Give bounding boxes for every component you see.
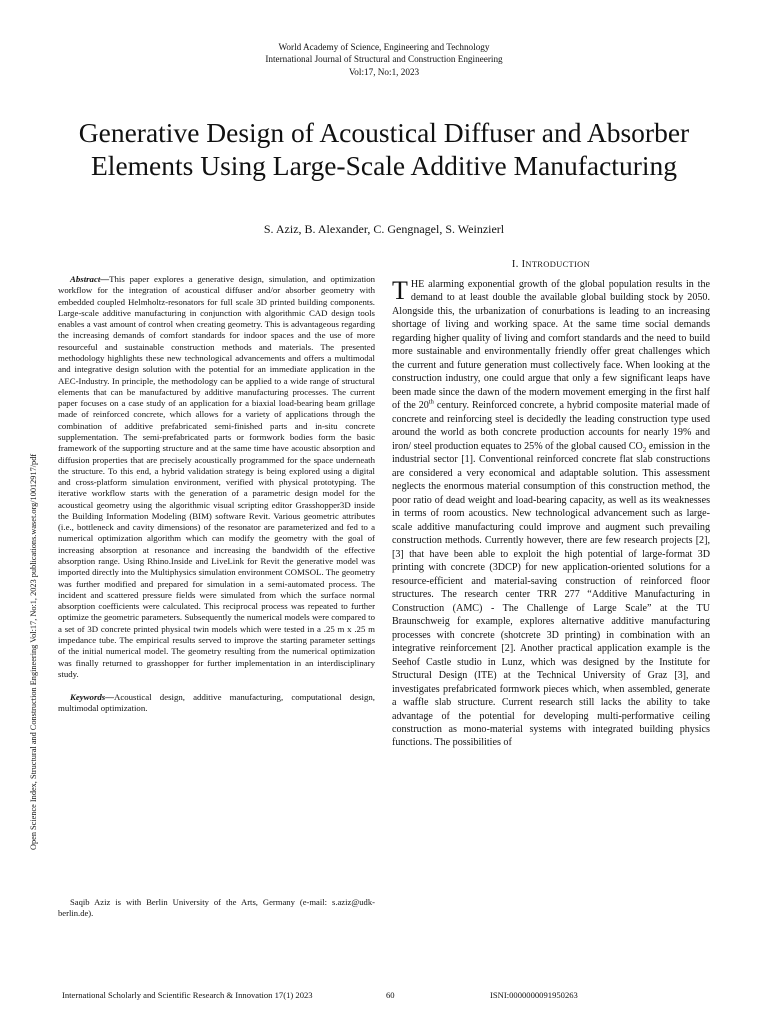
section-numeral: I. I — [511, 259, 526, 270]
footer-isni: ISNI:0000000091950263 — [490, 990, 578, 1000]
abstract-paragraph — [58, 274, 375, 680]
intro-text-a: HE alarming exponential growth of the global population results in the demand to at least double the available global building stock by 2050. Alongside this, the urbanization of conurbations is leading to an increasing shortage of living and working space. At the same time social demands regarding higher quality of living and comfort standards and the need to build more sustainable and environmentally friendly offer great challenges which the current and future generation must collectively face. When looking at the construction industry, one could argue that only a few significant leaps have been made since the dawn of the modern movement emerging in the first half of the 20 — [392, 279, 710, 412]
paper-title: Generative Design of Acoustical Diffuser and Absorber Elements Using Large-Scale Additive Manufacturing — [78, 117, 690, 181]
left-column — [58, 274, 375, 715]
intro-superscript: th — [428, 399, 434, 406]
keywords-paragraph — [58, 692, 375, 715]
keywords-label: Keywords — [70, 692, 106, 703]
footer-publisher: International Scholarly and Scientific Research & Innovation 17(1) 2023 — [62, 990, 313, 1000]
section-heading — [392, 259, 710, 270]
page-number: 60 — [386, 990, 395, 1000]
intro-subscript: 2 — [642, 445, 647, 454]
right-column — [392, 278, 710, 750]
keywords-dash: — — [105, 692, 114, 703]
journal-publisher: World Academy of Science, Engineering and Technology — [278, 42, 490, 52]
introduction-paragraph — [392, 278, 710, 750]
author-footnote: Saqib Aziz is with Berlin University of the Arts, Germany (e-mail: s.aziz@udk-berlin.de). — [58, 897, 375, 919]
intro-text-b: century. Reinforced concrete, a hybrid composite material made of concrete and reinforcing steel is decidedly the leading construction type used around the world as both concrete production accounts for nearly 19% and iron/ steel production equates to 25% of the global caused CO — [392, 400, 710, 452]
author-list: S. Aziz, B. Alexander, C. Gengnagel, S. Weinzierl — [263, 222, 505, 236]
journal-volume: Vol:17, No:1, 2023 — [348, 66, 420, 77]
abstract-text: This paper explores a generative design, simulation, and optimization workflow for the integration of acoustical diffuser and/or absorber geometry with embedded coupled Helmholtz-resonators for full scale 3D printed building components. Large-scale additive manufacturing in conjunction with algorithmic CAD design tools enables a vast amount of control when creating geometry. This is advantageous regarding the increasing demands of comfort standards for indoor spaces and the use of more resourceful and sustainable construction methods and materials. The presented methodology highlights these new technological advancements and offers a multimodal and integrative design solution with the potential for an immediate application in the AEC-Industry. In principle, the methodology can be applied to a wide range of structural elements that can be manufactured by additive manufacturing processes. The current paper focuses on a case study of an application for a biaxial load-bearing beam grillage made of reinforced concrete, which allows for a variety of applications through the combination of additive prefabricated semi-finished parts and in-situ concrete supplementation. The semi-prefabricated parts or formwork bodies form the basic framework of the supporting structure and at the same time have acoustic absorption and diffusion properties that are precisely acoustically programmed for the space underneath the structure. To this end, a hybrid validation strategy is being explored using a digital and cross-platform simulation environment, verified with physical prototyping. The iterative workflow starts with the generation of a parametric design model for the acoustical geometry using the algorithmic visual scripting editor Grasshopper3D inside the Building Information Modeling (BIM) software Revit. Various geometric attributes (i.e., bottleneck and cavity dimensions) of the resonator are parameterized and fed to a numerical optimization algorithm which can modify the geometry with the goal of increasing absorption at resonance and increasing the bandwidth of the effective absorption range. Using Rhino.Inside and LiveLink for Revit the generative model was imported directly into the Multiphysics simulation environment COMSOL. The geometry was further modified and prepared for simulation in a semi-automated process. The incident and scattered pressure fields were simulated from which the surface normal absorption coefficients were calculated. This reciprocal process was repeated to further optimize the geometric parameters. Subsequently the numerical models were compared to a set of 3D concrete printed physical twin models which were tested in a .25 m x .25 m impedance tube. The empirical results served to improve the starting parameter settings of the initial numerical model. The geometry resulting from the numerical optimization was finally returned to grasshopper for further implementation in an interdisciplinary study. — [58, 274, 375, 679]
side-index-text: Open Science Index, Structural and Construction Engineering Vol:17, No:1, 2023 publications.waset.org/10012917/pdf — [29, 453, 38, 850]
abstract-label: Abstract — [70, 274, 101, 284]
journal-header — [0, 41, 768, 78]
journal-name: International Journal of Structural and Construction Engineering — [265, 54, 503, 65]
abstract-dash: — — [100, 274, 110, 284]
intro-text-c: emission in the industrial sector [1]. Conventional reinforced concrete flat slab constructions are considered a very economical and adaptable solution. This assessment neglects the enormous material consumption of this construction method, the poor ratio of dead weight and load-bearing capacity, as well as its weaknesses in terms of room acoustics. New technological advancement such as large-scale additive manufacturing could improve and augment such prevailing construction methods. Currently however, there are few research projects [2], [3] that have been able to exploit the high potential of large-format 3D printing with concrete (3DCP) for new application-oriented solutions for a resource-efficient and material-saving construction of reinforced floor structures. The research center TRR 277 “Additive Manufacturing in Construction (AMC) - The Challenge of Large Scale” at the TU Braunschweig for example, explores alternative additive manufacturing processes with concrete (shotcrete 3D printing) in combination with an integrative reinforcement [2]. Another practical application example is the Seehof Castle studio in Lunz, which was designed by the Institute for Structural Design (ITE) at the Technical University of Graz [3], and investigates prefabricated formwork pieces which, when assembled, generate a waffle slab structure. Current research still lacks the ability to take advantage of the potential for developing multi-performative ceiling construction as mono-material systems with integrated building physics functions. The possibilities of — [392, 440, 710, 749]
section-heading-rest: NTRODUCTION — [525, 259, 591, 269]
keywords-text: Acoustical design, additive manufacturing, computational design, multimodal optimization. — [58, 692, 375, 714]
drop-cap: T — [392, 276, 408, 305]
